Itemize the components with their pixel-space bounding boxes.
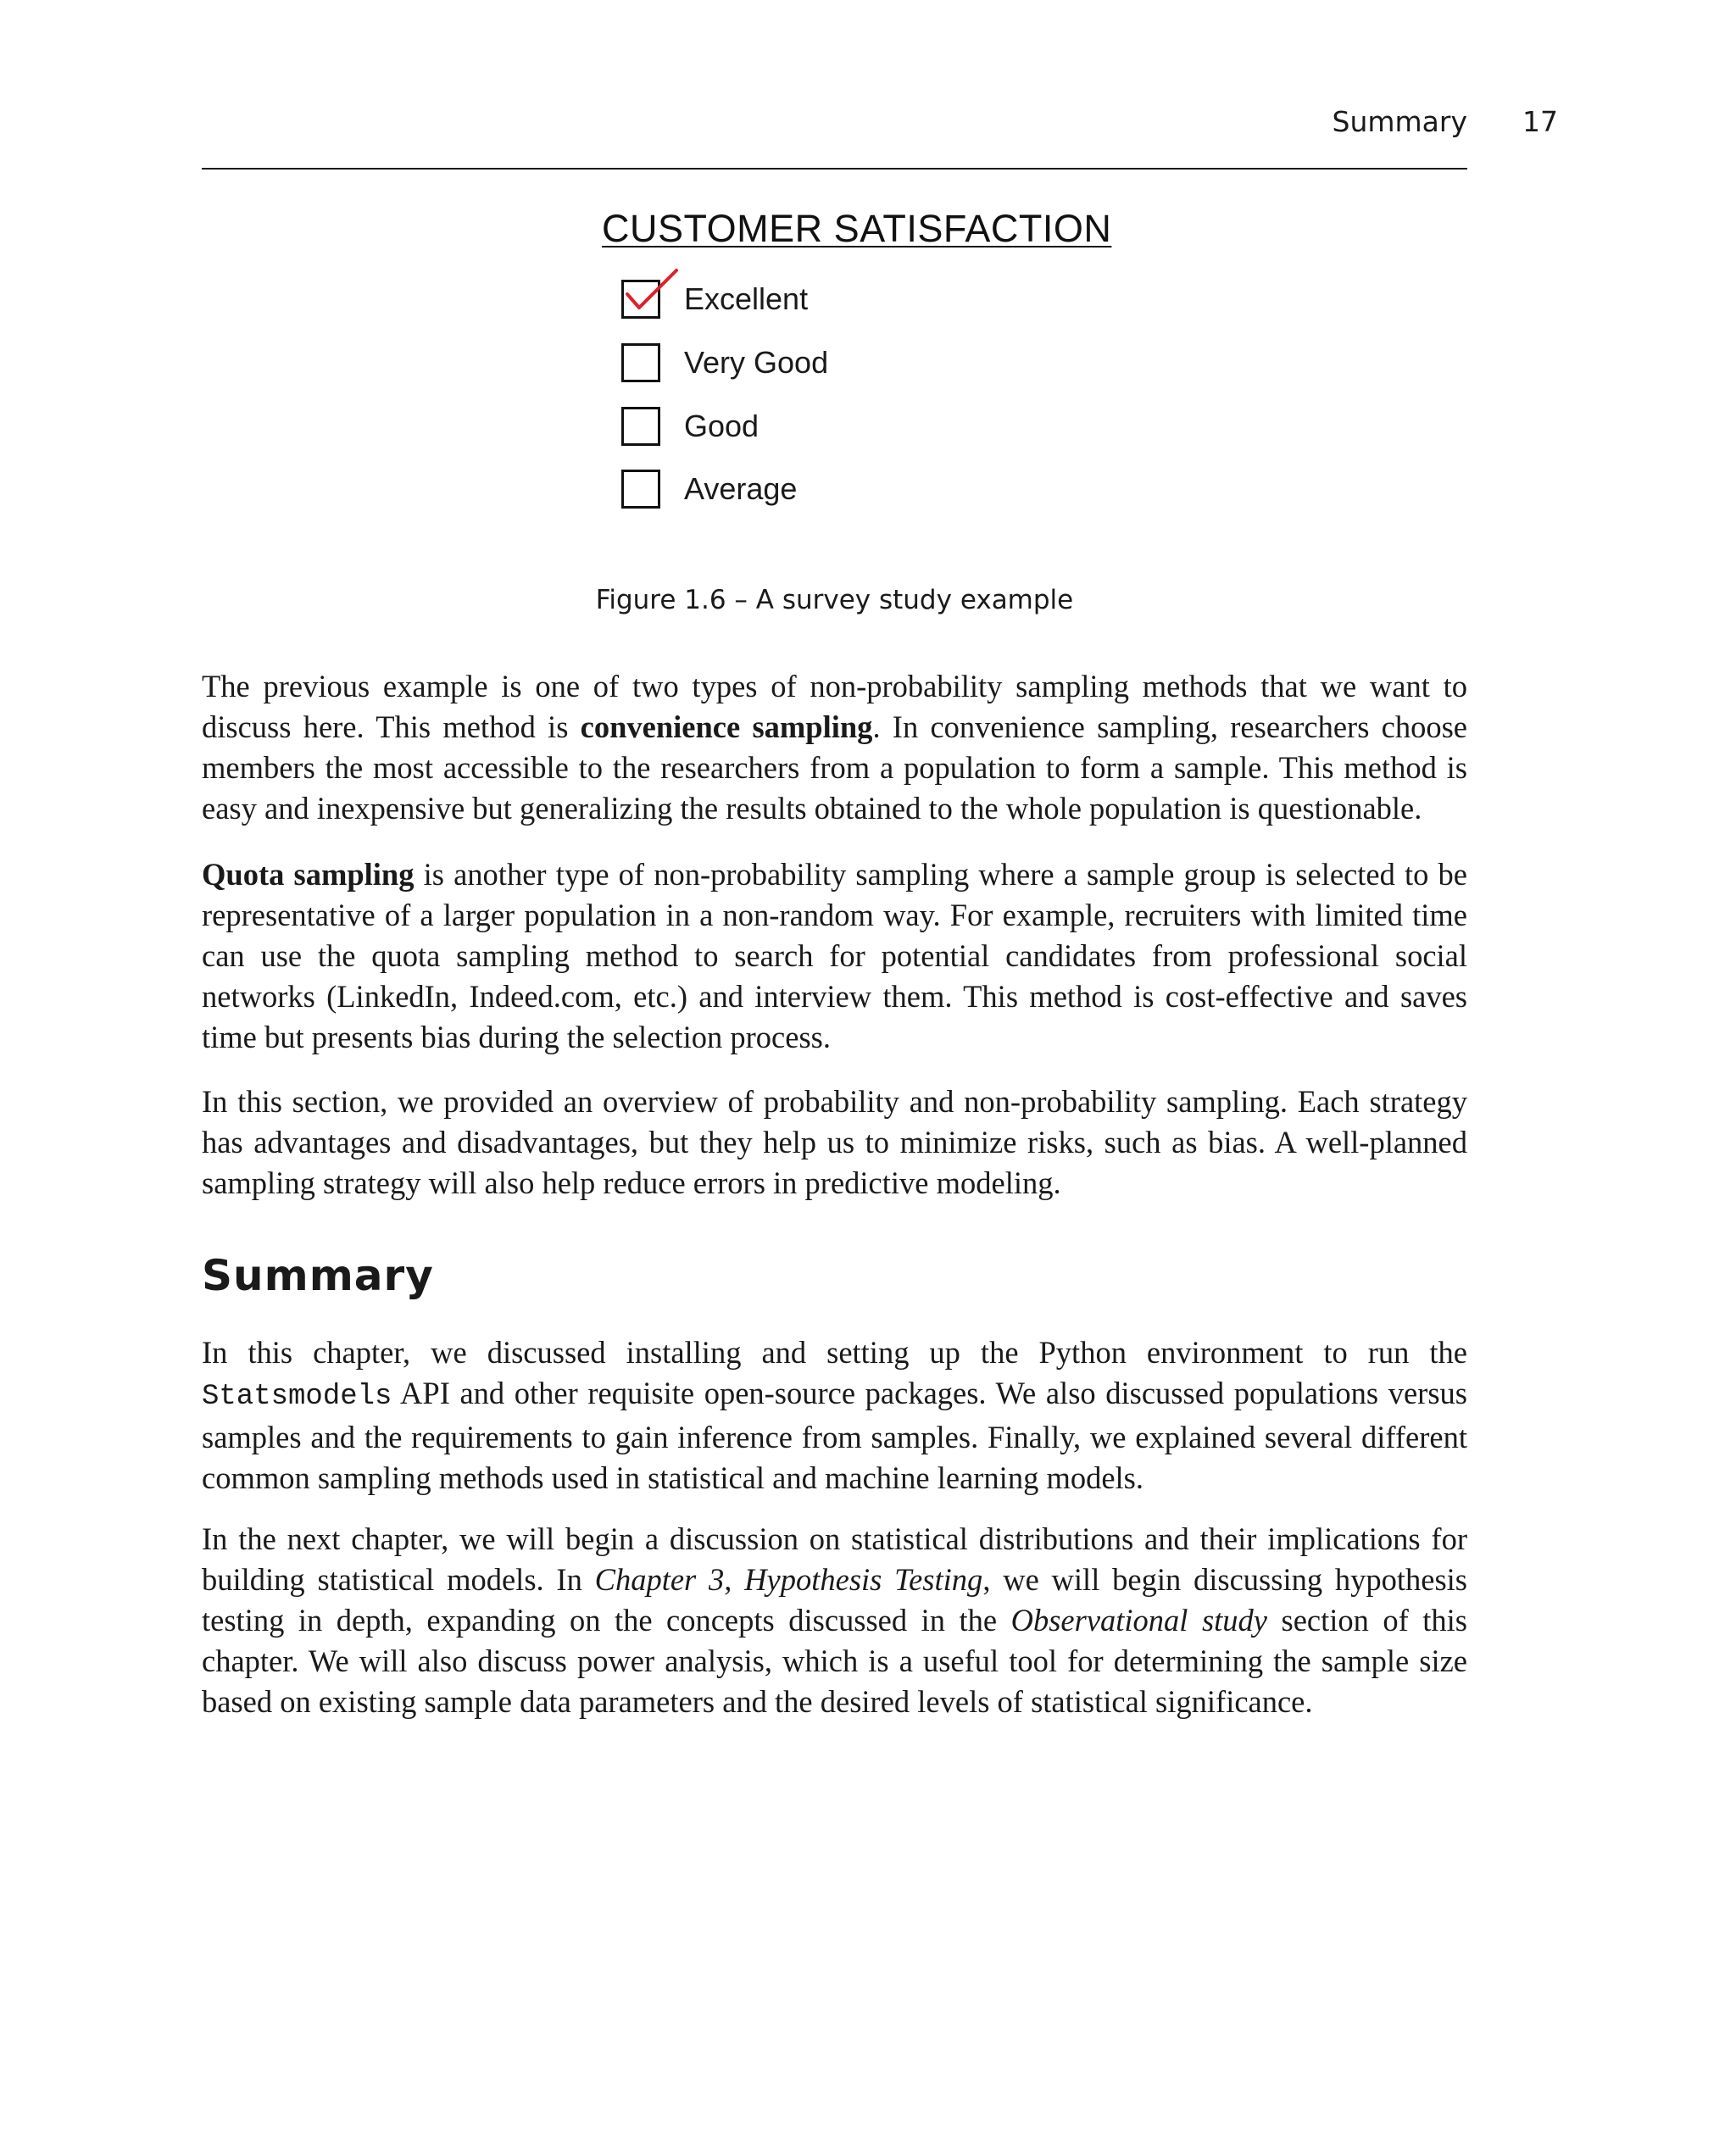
- text-run: section of this chapter. We will also discuss power analysis, which is a useful tool for determining the sample size based on existing sample data parameters and the desired levels of statistical significance.: [202, 1603, 1468, 1719]
- text-run: API and other requisite open-source packages. We also discussed populations versus samples and the requirements to gain inference from samples. Finally, we explained several different common sampling methods used in statistical and machine learning models.: [202, 1376, 1467, 1495]
- option-label: Good: [684, 409, 760, 443]
- survey-option-average: [621, 468, 797, 510]
- survey-option-very-good: [621, 342, 828, 384]
- bold-term: convenience sampling: [580, 709, 873, 744]
- survey-figure: [593, 202, 1187, 541]
- running-head: [202, 100, 1467, 170]
- paragraph-next-chapter: [202, 1519, 1467, 1722]
- checkbox-empty: [621, 470, 660, 509]
- paragraph-section-overview: [202, 1082, 1467, 1204]
- text-run: The previous example is one of two types of non-probability sampling methods that we want to discuss here. This method is: [202, 669, 1467, 744]
- text-run: In this section, we provided an overview of probability and non-probability sampling. Each strategy has advantages and disadvantages, but they help us to minimize risks, such as bias. A well-planned sampling strategy will also help reduce errors in predictive modeling.: [202, 1084, 1467, 1200]
- italic-reference: Observational study: [1010, 1603, 1267, 1638]
- text-run: In this chapter, we discussed installing and setting up the Python environment to run the: [202, 1335, 1467, 1370]
- checkbox-empty: [621, 343, 660, 382]
- text-run: is another type of non-probability sampling where a sample group is selected to be representative of a larger population in a non-random way. For example, recruiters with limited time can use the quota sampling method to search for potential candidates from professional social networks (LinkedIn, Indeed.com, etc.) and interview them. This method is cost-effective and saves time but presents bias during the selection process.: [202, 857, 1467, 1054]
- survey-option-good: [621, 405, 759, 448]
- option-label: Average: [684, 471, 798, 506]
- text-run: In the next chapter, we will begin a discussion on statistical distributions and their implications for building statistical models. In: [202, 1521, 1467, 1597]
- survey-option-excellent: [621, 278, 808, 320]
- checkbox-checked: [621, 280, 660, 319]
- running-head-title: Summary: [1332, 105, 1467, 138]
- inline-code: Statsmodels: [202, 1381, 392, 1413]
- bold-term: Quota sampling: [202, 857, 415, 892]
- italic-reference: Chapter 3, Hypothesis Testing: [594, 1562, 983, 1597]
- option-label: Excellent: [684, 281, 809, 316]
- section-heading-summary: Summary: [202, 1251, 434, 1300]
- text-run: , we will begin discussing hypothesis testing in depth, expanding on the concepts discussed in the: [202, 1562, 1467, 1638]
- checkbox-empty: [621, 407, 660, 446]
- checkmark-icon: [620, 270, 680, 321]
- survey-title: CUSTOMER SATISFACTION: [602, 207, 1112, 250]
- paragraph-convenience-sampling: [202, 666, 1467, 829]
- text-run: . In convenience sampling, researchers choose members the most accessible to the researchers from a population to form a sample. This method is easy and inexpensive but generalizing the results obtained to the whole population is questionable.: [202, 709, 1467, 826]
- paragraph-chapter-summary: [202, 1332, 1467, 1499]
- page-number: 17: [1522, 105, 1558, 138]
- paragraph-quota-sampling: [202, 854, 1467, 1058]
- figure-caption: Figure 1.6 – A survey study example: [595, 585, 1074, 615]
- option-label: Very Good: [684, 345, 829, 380]
